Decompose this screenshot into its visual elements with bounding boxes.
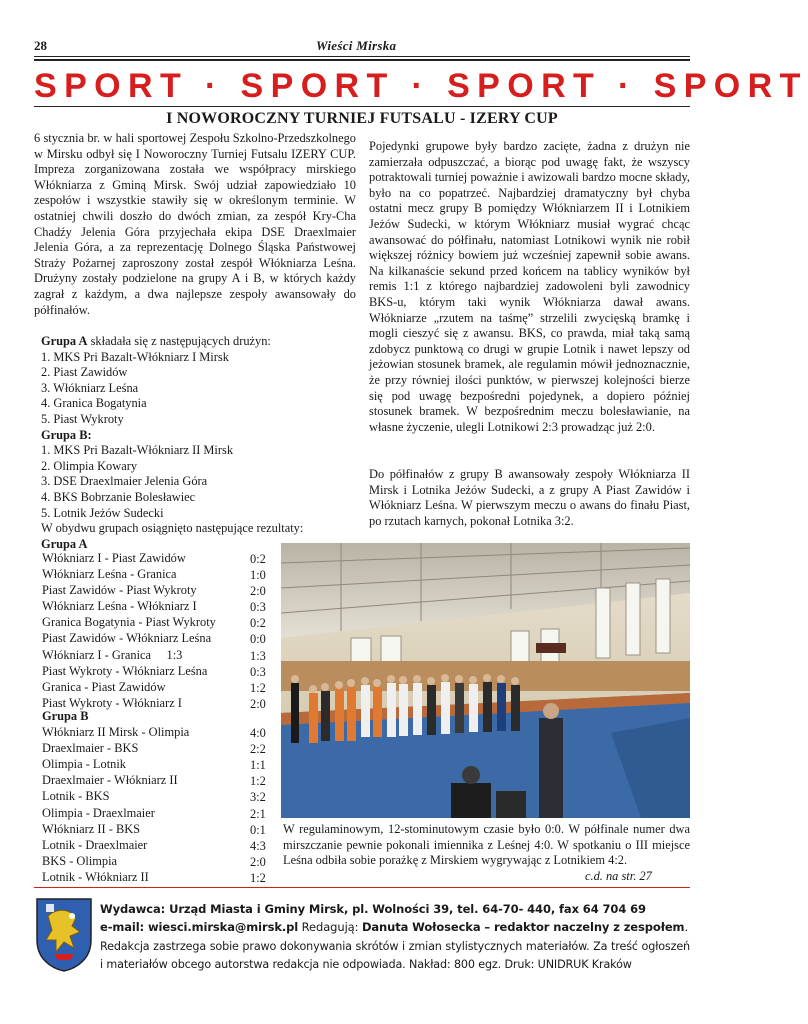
email-link[interactable]: e-mail: wiesci.mirska@mirsk.pl bbox=[100, 920, 299, 934]
match: Olimpia - Lotnik bbox=[42, 757, 126, 772]
publication-title: Wieści Mirska bbox=[316, 38, 397, 53]
team-photo bbox=[281, 543, 690, 818]
header-rule-thin bbox=[34, 56, 690, 57]
score: 2:0 bbox=[250, 854, 266, 869]
match: Piast Wykroty - Włókniarz I bbox=[42, 695, 182, 710]
results-b-label: Grupa B bbox=[42, 709, 89, 723]
score: 0:3 bbox=[250, 664, 266, 679]
table-row bbox=[42, 566, 272, 582]
table-row bbox=[42, 805, 272, 821]
table-row bbox=[42, 788, 272, 804]
contact-line bbox=[100, 920, 688, 934]
list-item: 2. Piast Zawidów bbox=[41, 365, 128, 380]
table-row bbox=[42, 837, 272, 853]
list-item: 2. Olimpia Kowary bbox=[41, 458, 138, 473]
list-item: 3. DSE Draexlmaier Jelenia Góra bbox=[41, 474, 208, 489]
group-a-heading bbox=[41, 334, 361, 350]
results-a-table bbox=[42, 550, 272, 711]
table-row bbox=[42, 724, 272, 740]
score: 2:2 bbox=[250, 742, 266, 757]
score: 3:2 bbox=[250, 790, 266, 805]
match: Włókniarz II - BKS bbox=[42, 821, 141, 836]
table-row bbox=[42, 582, 272, 598]
list-item: 1. MKS Pri Bazalt-Włókniarz I Mirsk bbox=[41, 349, 229, 364]
table-row bbox=[42, 614, 272, 630]
results-a-label: Grupa A bbox=[41, 536, 88, 551]
match: Lotnik - Draexlmaier bbox=[42, 837, 148, 852]
list-item: 4. BKS Bobrzanie Bolesławiec bbox=[41, 489, 196, 504]
list-item: 5. Lotnik Jeżów Sudecki bbox=[41, 505, 164, 520]
score: 4:3 bbox=[250, 838, 266, 853]
results-b-table bbox=[42, 708, 272, 885]
score: 1:2 bbox=[250, 870, 266, 885]
table-row bbox=[42, 756, 272, 772]
match: Granica - Piast Zawidów bbox=[42, 679, 166, 694]
list-item: 3. Włókniarz Leśna bbox=[41, 380, 139, 395]
footer-rule bbox=[34, 887, 690, 888]
match: Włókniarz I - Piast Zawidów bbox=[42, 551, 186, 565]
article-paragraph-3: Do półfinałów z grupy B awansowały zespoły Włókniarza II Mirsk i Lotnika Jeżów Sudecki, a z grupy A Piast Zawidów i Włókniarz Leśna. W pierwszym meczu o awans do finału Piast, po rzutach karnych, pokonał Lotnika 3:2. bbox=[369, 467, 690, 528]
score: 1:1 bbox=[250, 758, 266, 773]
table-row bbox=[42, 853, 272, 869]
table-row bbox=[42, 821, 272, 837]
score: 1:0 bbox=[250, 568, 266, 583]
table-row bbox=[42, 550, 272, 566]
group-a-intro: składała się z następujących drużyn: bbox=[87, 334, 271, 348]
score: 1:3 bbox=[250, 648, 266, 663]
table-row bbox=[42, 647, 272, 663]
match: Draexlmaier - BKS bbox=[42, 741, 139, 756]
match: Lotnik - BKS bbox=[42, 789, 110, 804]
publisher-line: Wydawca: Urząd Miasta i Gminy Mirsk, pl. Wolności 39, tel. 64-70- 440, fax 64 704 69 bbox=[100, 902, 646, 916]
score: 4:0 bbox=[250, 726, 266, 741]
score: 0:3 bbox=[250, 600, 266, 615]
match: Piast Zawidów - Włókniarz Leśna bbox=[42, 631, 212, 646]
list-item: 1. MKS Pri Bazalt-Włókniarz II Mirsk bbox=[41, 443, 234, 458]
article-paragraph-2: Pojedynki grupowe były bardzo zacięte, żadna z drużyn nie zamierzała odpuszczać, a biorąc pod uwagę fakt, że wszyscy potraktowali turniej poważnie i awizowali bardzo mocne składy, było na co popatrzeć. Najbardziej dramatyczny był chyba ostatni mecz grupy B pomiędzy Włókniarzem II i Lotnikiem Jeżów Sudecki, w którym Włókniarz musiał wygrać chcąc awansować do półfinału, natomiast Lotnikowi wynik nie robił większej różnicy bowiem już wcześniej zapewnił sobie awans. Na kilkanaście sekund przed końcem na tablicy wyników był remis 1:1 z którego najbardziej zadowoleni byli zawodnicy BKS-u, którym taki wynik Włókniarza dawał awans. Włókniarze „rzutem na taśmę” strzelili zwycięską bramkę i mogli cieszyć się z awansu. BKS, co prawda, miał taką samą zdobycz punktową co drugi w grupie Lotnik i nawet lepszy od jeżowian stosunek bramek, ale regulamin mówił jednoznacznie, że przy równiej ilości punktów, w pierwszej kolejności bierze się pod uwagę bezpośredni pojedynek, a dopiero później stosunek bramek. W bezpośrednim meczu bolesławianie, na własne życzenie, ulegli Lotnikowi 2:3 prowadząc już 2:0. bbox=[369, 139, 690, 434]
photo-caption: W regulaminowym, 12-stominutowym czasie było 0:0. W półfinale numer dwa mirszczanie pewnie pokonali imiennika z Leśnej 4:0. W spotkaniu o III miejsce Leśna odbiła sobie porażkę z Mirskiem wygrywając z Lotnikiem 4:2. bbox=[283, 822, 690, 868]
match: Piast Wykroty - Włókniarz Leśna bbox=[42, 663, 208, 678]
list-item: 5. Piast Wykroty bbox=[41, 411, 124, 426]
coat-of-arms-icon bbox=[34, 896, 94, 972]
editor-label: Redagują: bbox=[298, 920, 362, 934]
group-b-label: Grupa B: bbox=[41, 427, 92, 442]
table-row bbox=[42, 598, 272, 614]
score: 0:1 bbox=[250, 822, 266, 837]
match: BKS - Olimpia bbox=[42, 853, 118, 868]
score: 1:2 bbox=[250, 680, 266, 695]
legal-notice: Redakcja zastrzega sobie prawo dokonywania skrótów i zmian stylistycznych materiałów. Za treść ogłoszeń i materiałów obcego autorstwa redakcja nie odpowiada. Nakład: 800 egz. Druk: UNIDRUK Kraków bbox=[100, 940, 690, 971]
continued-note: c.d. na str. 27 bbox=[585, 869, 652, 883]
results-intro: W obydwu grupach osiągnięto następujące rezultaty: bbox=[41, 521, 304, 536]
sports-hall-photo bbox=[281, 543, 690, 818]
score: 2:0 bbox=[250, 696, 266, 711]
match: Piast Zawidów - Piast Wykroty bbox=[42, 583, 197, 598]
match: Olimpia - Draexlmaier bbox=[42, 805, 155, 820]
editor-name: Danuta Wołosecka – redaktor naczelny z zespołem bbox=[361, 920, 685, 934]
score: 2:0 bbox=[250, 584, 266, 599]
match: Włókniarz II Mirsk - Olimpia bbox=[42, 725, 190, 740]
match: Draexlmaier - Włókniarz II bbox=[42, 773, 178, 788]
table-row bbox=[42, 630, 272, 646]
article-headline: I NOWOROCZNY TURNIEJ FUTSALU - IZERY CUP bbox=[166, 110, 558, 127]
score: 0:2 bbox=[250, 616, 266, 631]
score: 0:0 bbox=[250, 632, 266, 647]
sport-banner: SPORT · SPORT · SPORT · SPORT bbox=[34, 67, 808, 105]
period: . bbox=[684, 920, 689, 934]
table-row bbox=[42, 772, 272, 788]
match: Włókniarz Leśna - Granica bbox=[42, 567, 177, 582]
page-number: 28 bbox=[34, 38, 47, 53]
list-item: 4. Granica Bogatynia bbox=[41, 396, 147, 411]
table-row bbox=[42, 869, 272, 885]
group-a-team-list bbox=[41, 334, 361, 552]
header-rule-thick bbox=[34, 59, 690, 61]
table-row bbox=[42, 679, 272, 695]
group-a-label: Grupa A bbox=[41, 334, 88, 348]
table-row bbox=[42, 740, 272, 756]
banner-rule bbox=[34, 106, 690, 107]
score: 0:2 bbox=[250, 552, 266, 566]
match: Granica Bogatynia - Piast Wykroty bbox=[42, 615, 216, 630]
match: Włókniarz I - Granica 1:3 bbox=[42, 647, 183, 662]
match: Włókniarz Leśna - Włókniarz I bbox=[42, 599, 197, 614]
score: 1:2 bbox=[250, 774, 266, 789]
score: 2:1 bbox=[250, 806, 266, 821]
table-row bbox=[42, 663, 272, 679]
match: Lotnik - Włókniarz II bbox=[42, 869, 149, 884]
article-intro: 6 stycznia br. w hali sportowej Zespołu Szkolno-Przedszkolnego w Mirsku odbył się I Noworoczny Turniej Futsalu IZERY CUP. Impreza zorganizowana została we współpracy mirskiego Włókniarza z Gminą Mirsk. Swój udział zapowiedziało 10 zespołów i wszystkie stawiły się w określonym terminie. W ostatniej chwili doszło do dwóch zmian, za zespół Kry-Cha Chadźy Jelenia Góra przyjechała ekipa DSE Draexlmaier Jelenia Góra, a za reprezentację Dolnego Śląska Państwowej Straży Pożarnej zaproszony został zespół Włókniarza Leśna. Drużyny zostały podzielone na grupy A i B, w których każdy zagrał z każdym, a dwa najlepsze zespoły awansowały do półfinałów. bbox=[34, 131, 356, 317]
